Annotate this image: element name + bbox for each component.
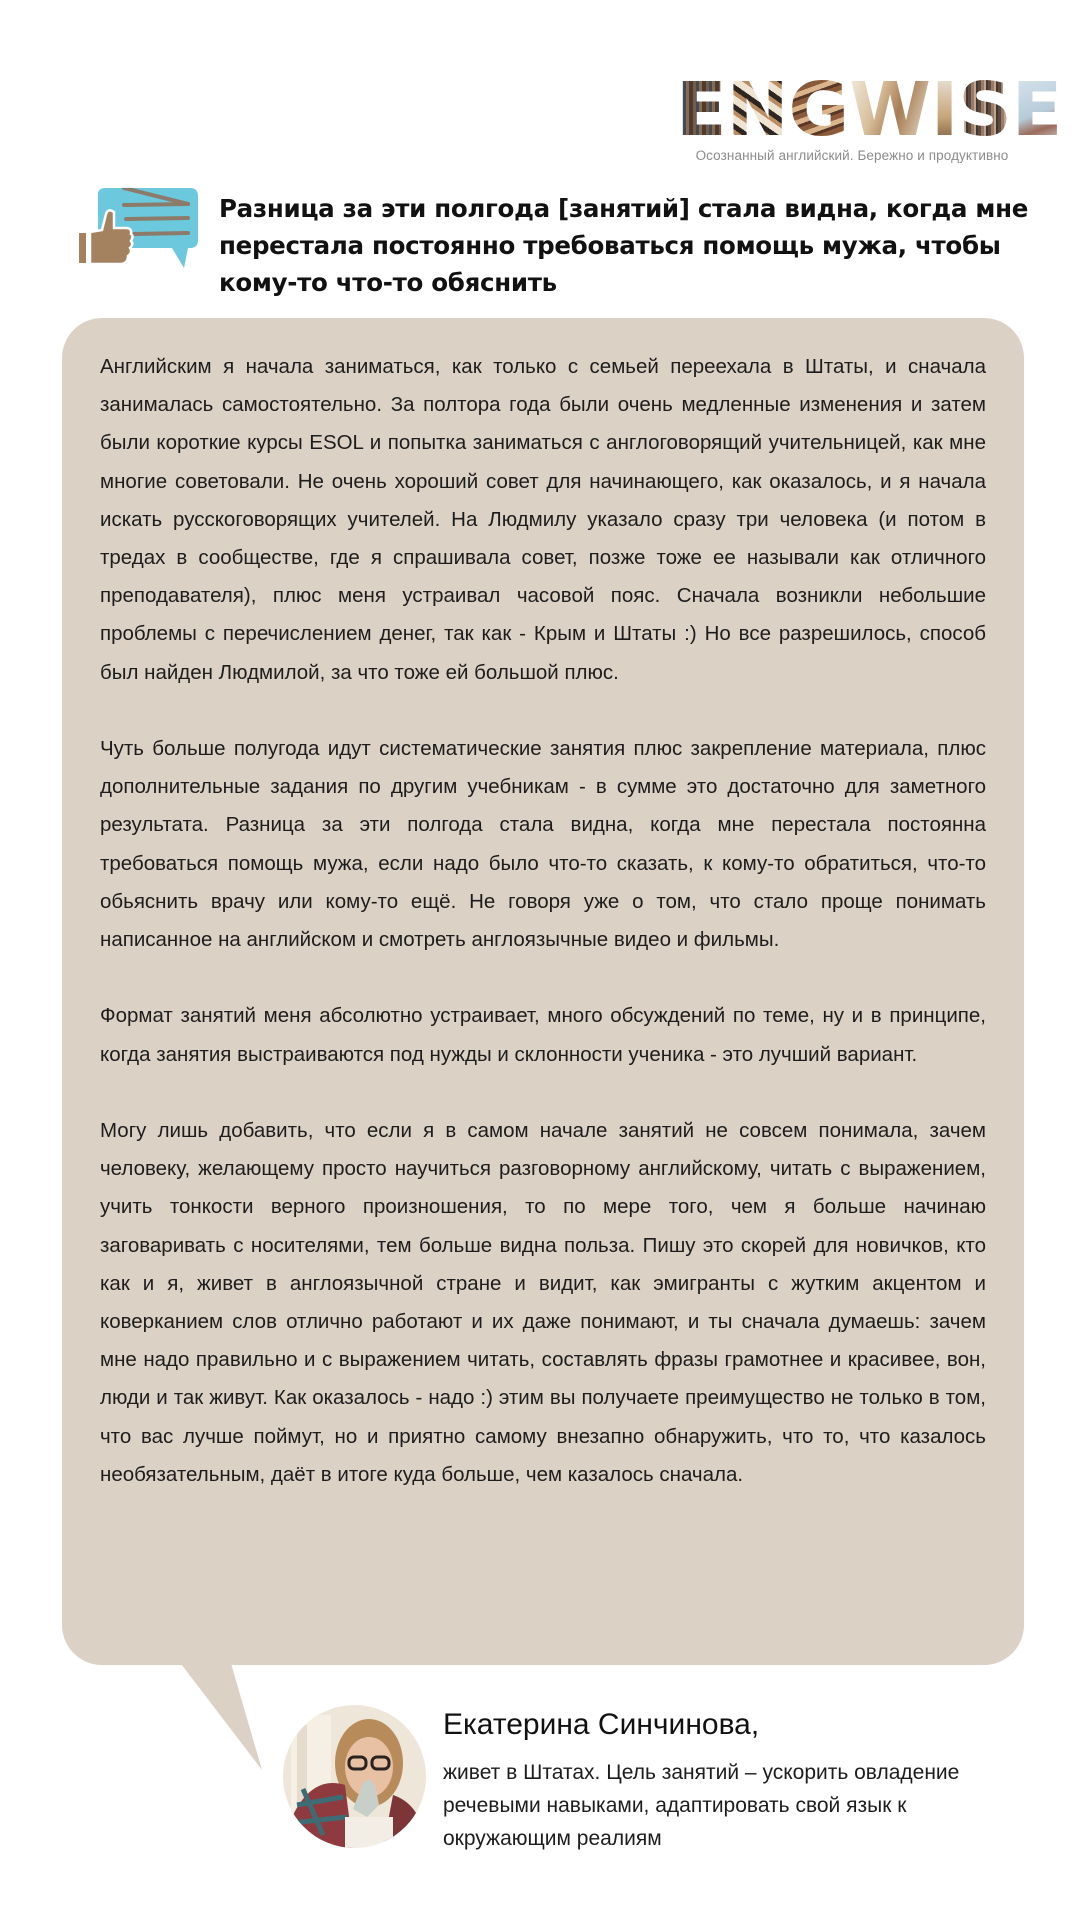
brand-logo — [676, 67, 1061, 166]
author-description: живет в Штатах. Цель занятий – ускорить овладение речевыми навыками, адаптировать свой язык к окружающим реалиям — [443, 1761, 960, 1850]
logo-letter: I — [930, 67, 957, 153]
review-paragraph: Формат занятий меня абсолютно устраивает, много обсуждений по теме, ну и в принципе, когда занятия выстраиваются под нужды и склонности ученика - это лучший вариант. — [100, 1004, 986, 1066]
brand-tagline: Осознанный английский. Бережно и продуктивно — [695, 148, 1009, 163]
logo-letter: E — [1011, 67, 1061, 153]
review-paragraph: Английским я начала заниматься, как только с семьей переехала в Штаты, и сначала занималась самостоятельно. За полтора года были очень медленные изменения и затем были короткие курсы ESOL и попытка заниматься с англоговорящий учительницей, как мне многие советовали. Не очень хороший совет для начинающего, как оказалось, и я начала искать русскоговорящих учителей. На Людмилу указало сразу три человека (и потом в тредах в сообществе, где я спрашивала совет, позже тоже ее называли как отличного преподавателя), плюс меня устраивал часовой пояс. Сначала возникли небольшие проблемы с перечислением денег, так как - Крым и Штаты :) Но все разрешилось, способ был найден Людмилой, за что тоже ей большой плюс. — [100, 355, 986, 684]
thumbs-up-speech-bubble-icon — [76, 188, 200, 272]
logo-letter: S — [958, 67, 1010, 153]
logo-letter: N — [726, 67, 787, 153]
author-avatar — [283, 1705, 426, 1848]
review-paragraph: Могу лишь добавить, что если я в самом начале занятий не совсем понимала, зачем человеку, желающему просто научиться разговорному английскому, читать с выражением, учить тонкости верного произношения, то по мере того, чем я больше начинаю заговаривать с носителями, тем больше видна польза. Пишу это скорей для новичков, кто как и я, живет в англоязычной стране и видит, как эмигранты с жутким акцентом и коверканием слов отлично работают и их даже понимают, и ты сначала думаешь: зачем мне надо правильно и с выражением читать, составлять фразы грамотнее и красивее, вон, люди и так живут. Как оказалось - надо :) этим вы получаете преимущество не только в том, что вас лучше поймут, но и приятно самому внезапно обнаружить, что то, что казалось необязательным, даёт в итоге куда больше, чем казалось сначала. — [100, 1119, 986, 1486]
logo-wordmark — [676, 67, 1061, 153]
author-name: Екатерина Синчинова, — [443, 1708, 760, 1741]
logo-letter: W — [849, 67, 929, 153]
logo-letter: G — [788, 67, 848, 153]
review-headline: Разница за эти полгода [занятий] стала видна, когда мне перестала постоянно требоваться помощь мужа, чтобы кому-то что-то обяснить — [219, 194, 1029, 297]
review-text — [100, 348, 986, 1532]
logo-letter: E — [676, 67, 725, 153]
review-paragraph: Чуть больше полугода идут систематические занятия плюс закрепление материала, плюс дополнительные задания по другим учебникам - в сумме это достаточно для заметного результата. Разница за эти полгода стала видна, когда мне перестала постоянна требоваться помощь мужа, если надо было что-то сказать, к кому-то обратиться, что-то обьяснить врачу или кому-то ещё. Не говоря уже о том, что стало проще понимать написанное на английском и смотреть англоязычные видео и фильмы. — [100, 737, 986, 952]
